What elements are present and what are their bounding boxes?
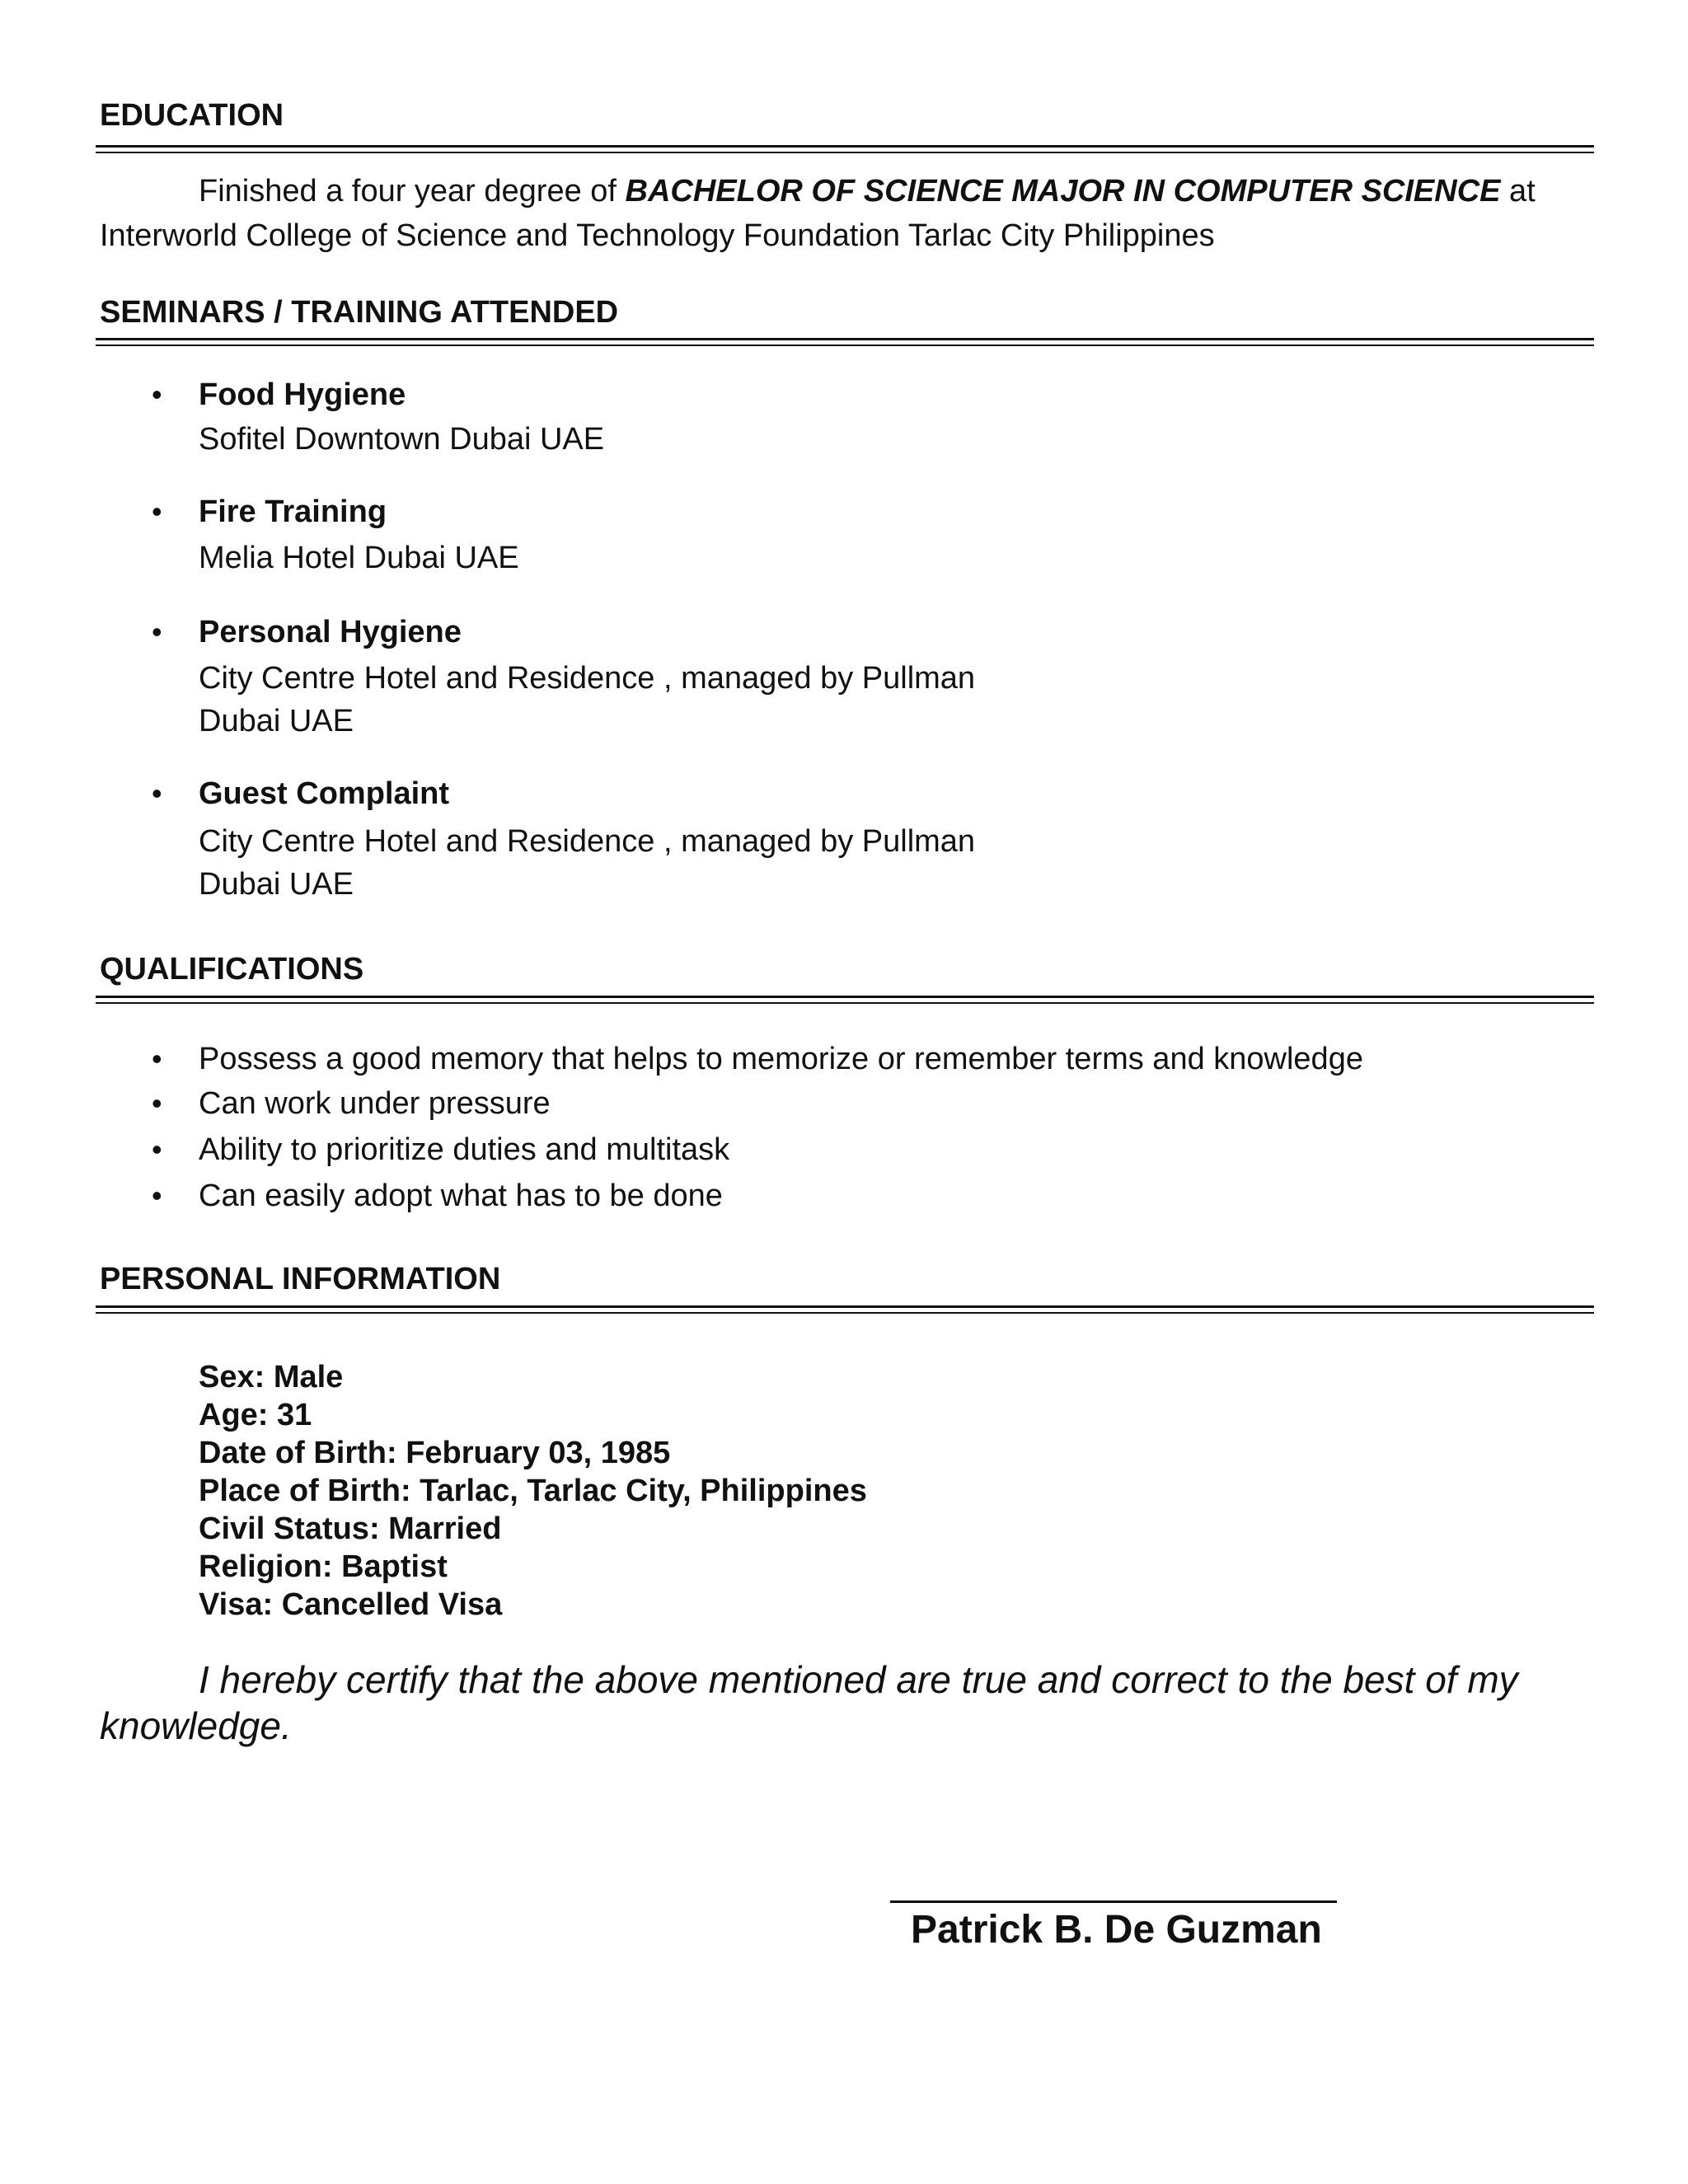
seminar-title: Personal Hygiene <box>199 615 462 649</box>
seminar-location: Dubai UAE <box>199 867 354 902</box>
personal-rule <box>96 1305 1594 1314</box>
info-visa: Visa: Cancelled Visa <box>199 1587 503 1622</box>
info-place-of-birth: Place of Birth: Tarlac, Tarlac City, Philippines <box>199 1474 867 1508</box>
certification-text: I hereby certify that the above mentioned are true and correct to the best of my knowledge. <box>100 1658 1518 1747</box>
info-sex: Sex: Male <box>199 1360 344 1394</box>
qualifications-rule <box>96 996 1594 1004</box>
qualifications-heading: QUALIFICATIONS <box>100 952 364 987</box>
info-civil-status: Civil Status: Married <box>199 1511 502 1546</box>
bullet-icon: • <box>152 377 162 411</box>
qualification-item: Can easily adopt what has to be done <box>199 1179 723 1213</box>
bullet-icon: • <box>152 615 162 649</box>
seminars-heading: SEMINARS / TRAINING ATTENDED <box>100 295 619 330</box>
education-prefix: Finished a four year degree of <box>199 174 626 209</box>
info-age: Age: 31 <box>199 1398 312 1432</box>
education-school: at Interworld College of Science and Technology Foundation Tarlac City Philippines <box>100 174 1536 253</box>
signature-line <box>890 1900 1337 1903</box>
seminar-location: Sofitel Downtown Dubai UAE <box>199 422 605 457</box>
seminar-title: Guest Complaint <box>199 776 450 811</box>
bullet-icon: • <box>152 1086 162 1120</box>
bullet-icon: • <box>152 494 162 528</box>
personal-heading: PERSONAL INFORMATION <box>100 1262 501 1296</box>
qualification-item: Possess a good memory that helps to memorize or remember terms and knowledge <box>199 1042 1363 1076</box>
bullet-icon: • <box>152 776 162 810</box>
seminar-title: Food Hygiene <box>199 377 406 412</box>
bullet-icon: • <box>152 1179 162 1212</box>
info-date-of-birth: Date of Birth: February 03, 1985 <box>199 1436 671 1470</box>
seminar-location: Melia Hotel Dubai UAE <box>199 541 519 575</box>
seminar-location: Dubai UAE <box>199 704 354 738</box>
degree-name: BACHELOR OF SCIENCE MAJOR IN COMPUTER SCIENCE <box>625 174 1501 209</box>
education-heading: EDUCATION <box>100 98 284 133</box>
certification-statement <box>100 1657 1608 1749</box>
seminar-location: City Centre Hotel and Residence , managed by Pullman <box>199 824 976 859</box>
seminar-title: Fire Training <box>199 494 387 529</box>
education-text <box>100 169 1600 258</box>
signatory-name: Patrick B. De Guzman <box>911 1908 1322 1952</box>
qualification-item: Can work under pressure <box>199 1086 551 1121</box>
education-rule <box>96 145 1594 153</box>
seminar-location: City Centre Hotel and Residence , managed by Pullman <box>199 661 976 696</box>
qualification-item: Ability to prioritize duties and multitask <box>199 1132 730 1167</box>
seminars-rule <box>96 338 1594 346</box>
bullet-icon: • <box>152 1042 162 1076</box>
bullet-icon: • <box>152 1132 162 1166</box>
info-religion: Religion: Baptist <box>199 1549 448 1584</box>
